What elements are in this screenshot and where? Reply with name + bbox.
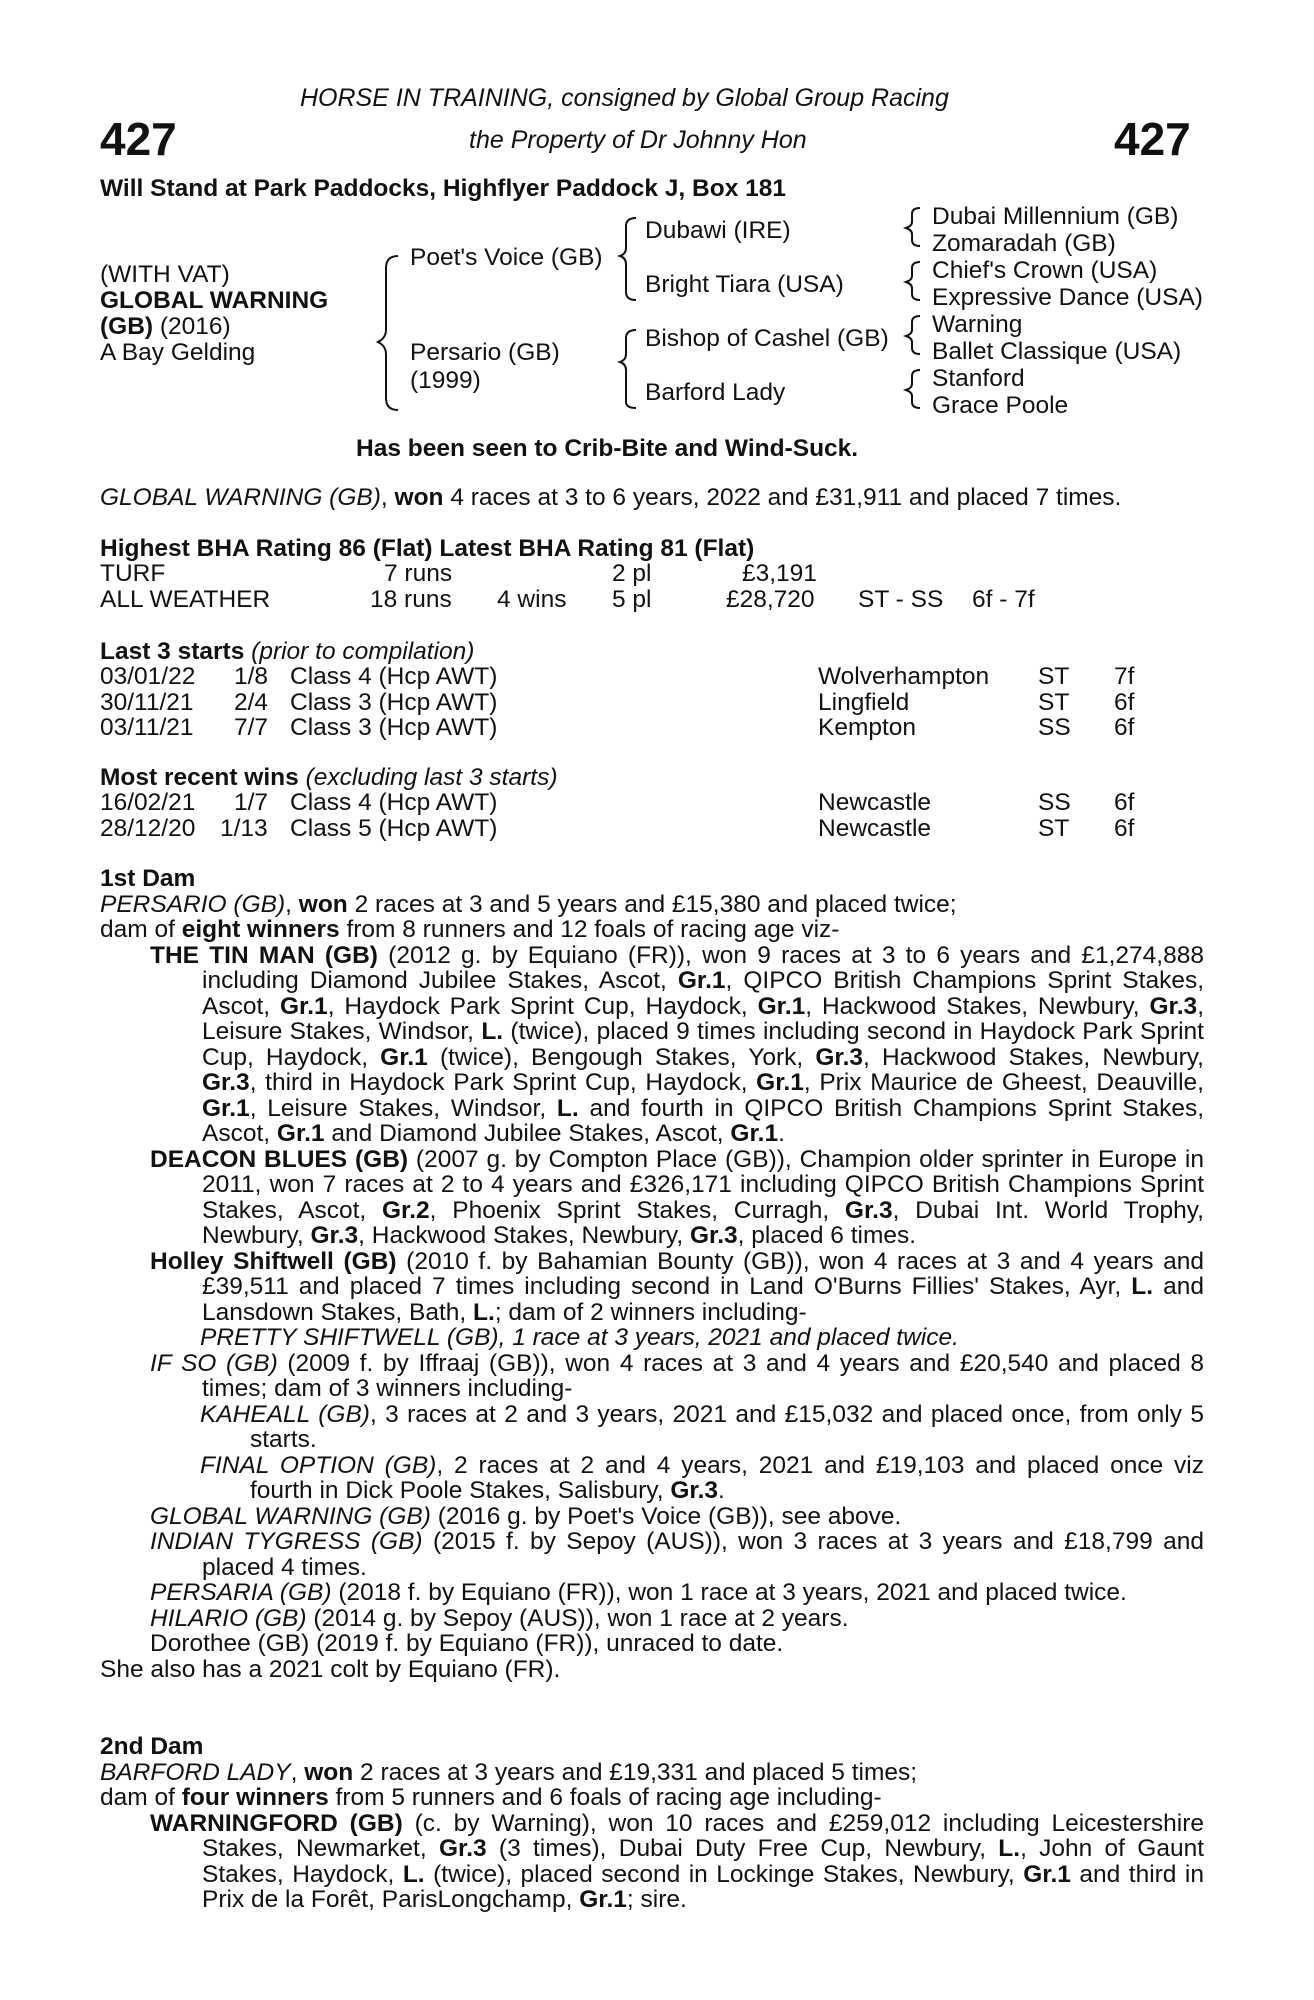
produce-if-so: [100, 1351, 1204, 1402]
recent-wins-heading: [100, 765, 557, 791]
form-course: Wolverhampton: [818, 663, 990, 690]
second-dam-record: 2 races at 3 years and £19,331 and placed 5 times;: [353, 1758, 918, 1786]
second-dam-won: won: [304, 1758, 354, 1786]
aw-surfaces: ST - SS: [858, 586, 944, 613]
form-race-class: Class 4 (Hcp AWT): [290, 789, 498, 816]
if-so-name: IF SO (GB): [150, 1349, 278, 1377]
form-date: 16/02/21: [100, 789, 196, 816]
form-course: Newcastle: [818, 789, 932, 816]
if-so-record: (2009 f. by Iffraaj (GB)), won 4 races at 3 and 4 years and £20,540 and placed 8 times; dam of 3 winners including-: [202, 1349, 1205, 1402]
form-course: Newcastle: [818, 814, 932, 842]
race-grade: L.: [556, 1094, 579, 1122]
recent-wins-title: Most recent wins: [100, 764, 299, 791]
form-row: [0, 690, 1314, 716]
last-3-title: Last 3 starts: [100, 638, 245, 665]
race-grade: Gr.1: [757, 992, 806, 1020]
race-grade: Gr.3: [202, 1069, 250, 1096]
aw-distances: 6f - 7f: [972, 586, 1035, 613]
form-date: 03/01/22: [100, 663, 196, 690]
property-line: the Property of Dr Johnny Hon: [469, 126, 807, 154]
pedigree-dam-dam: Barford Lady: [645, 379, 786, 406]
winners-count: four winners: [181, 1784, 329, 1811]
form-position: 1/13: [220, 814, 268, 842]
second-dam-produce-summary: [100, 1785, 1204, 1811]
form-date: 03/11/21: [100, 714, 194, 741]
race-grade: L.: [473, 1298, 495, 1326]
aw-earnings: £28,720: [726, 586, 815, 613]
form-position: 2/4: [234, 688, 269, 716]
winners-count: eight winners: [181, 916, 340, 943]
pedigree-gen3-1: Dubai Millennium (GB): [932, 203, 1179, 230]
race-summary: GLOBAL WARNING (GB), won 4 races at 3 to 6 years, 2022 and £31,911 and placed 7 times.: [100, 484, 1122, 511]
turf-places: 2 pl: [612, 560, 652, 587]
second-dam-name: BARFORD LADY: [100, 1758, 291, 1786]
lot-number-left: 427: [100, 113, 177, 165]
race-grade: Gr.2: [381, 1196, 430, 1224]
also-has-colt: She also has a 2021 colt by Equiano (FR).: [100, 1655, 561, 1683]
form-surface: SS: [1038, 714, 1071, 741]
form-distance: 6f: [1114, 688, 1135, 716]
turf-label: TURF: [100, 560, 166, 587]
pedigree-sire-dam: Bright Tiara (USA): [645, 271, 844, 298]
race-grade: Gr.1: [1023, 1860, 1071, 1888]
race-grade: L.: [1131, 1273, 1154, 1300]
warningford-record: (c. by Warning), won 10 races and £259,012 including Leicestershire Stakes, Newmarket, Gr.3 (3 times), Dubai Duty Free Cup, Newbury, L., John of Gaunt Stakes, Haydock, L. (twice), placed second in Lockinge Stakes, Newbury, Gr.1 and third in Prix de la Forêt, ParisLongchamp, Gr.1; sire.: [202, 1809, 1205, 1913]
first-dam-section: [100, 866, 1204, 1682]
first-dam-title: 1st Dam: [100, 865, 196, 892]
produce-final-option: [100, 1453, 1204, 1504]
turf-earnings: £3,191: [742, 560, 817, 587]
race-grade: Gr.1: [756, 1069, 804, 1096]
race-grade: Gr.1: [280, 992, 328, 1020]
pedigree-gen3-4: Expressive Dance (USA): [932, 284, 1203, 311]
persaria-name: PERSARIA (GB): [150, 1579, 332, 1606]
final-option-record: , 2 races at 2 and 4 years, 2021 and £19,103 and placed once viz fourth in Dick Poole Stakes, Salisbury, Gr.3.: [250, 1451, 1204, 1504]
pedigree-gen3-3: Chief's Crown (USA): [932, 257, 1158, 284]
produce-persaria: [100, 1580, 1204, 1606]
pedigree-dam-year: (1999): [410, 367, 481, 394]
pretty-shiftwell-name: PRETTY SHIFTWELL (GB): [200, 1324, 499, 1351]
vat-label: (WITH VAT): [100, 261, 230, 288]
aw-label: ALL WEATHER: [100, 586, 271, 613]
race-grade: Gr.3: [844, 1196, 893, 1224]
first-dam-intro: PERSARIO (GB), won 2 races at 3 and 5 years and £15,380 and placed twice;: [100, 890, 957, 918]
produce-the-tin-man: [100, 943, 1204, 1147]
form-race-class: Class 4 (Hcp AWT): [290, 663, 498, 690]
race-grade: L.: [481, 1018, 504, 1045]
the-tin-man-name: THE TIN MAN (GB): [150, 941, 378, 969]
summary-rest: 4 races at 3 to 6 years, 2022 and £31,911 and placed 7 times.: [443, 484, 1122, 511]
race-grade: Gr.3: [310, 1222, 359, 1249]
the-tin-man-record: (2012 g. by Equiano (FR)), won 9 races at 3 to 6 years and £1,274,888 including Diamond Jubilee Stakes, Ascot, Gr.1, QIPCO British Champions Sprint Stakes, Ascot, Gr.1, Haydock Park Sprint Cup, Haydock, Gr.1, Hackwood Stakes, Newbury, Gr.3, Leisure Stakes, Windsor, L. (twice), placed 9 times including second in Haydock Park Sprint Cup, Haydock, Gr.1 (twice), Bengough Stakes, York, Gr.3, Hackwood Stakes, Newbury, Gr.3, third in Haydock Park Sprint Cup, Haydock, Gr.1, Prix Maurice de Gheest, Deauville, Gr.1, Leisure Stakes, Windsor, L. and fourth in QIPCO British Champions Sprint Stakes, Ascot, Gr.1 and Diamond Jubilee Stakes, Ascot, Gr.1.: [202, 941, 1204, 1147]
turf-record-row: [0, 561, 1314, 587]
race-grade: Gr.1: [202, 1094, 250, 1122]
second-dam-intro: BARFORD LADY, won 2 races at 3 years and £19,331 and placed 5 times;: [100, 1758, 918, 1786]
form-row: [0, 715, 1314, 741]
indian-tygress-name: INDIAN TYGRESS (GB): [150, 1528, 423, 1555]
form-race-class: Class 5 (Hcp AWT): [290, 814, 498, 842]
produce-warningford: [100, 1811, 1204, 1913]
horse-foaling-year: (2016): [153, 313, 231, 340]
first-dam-produce-summary: [100, 917, 1204, 943]
hilario-record: (2014 g. by Sepoy (AUS)), won 1 race at 2 years.: [306, 1604, 849, 1632]
race-grade: Gr.3: [689, 1222, 738, 1249]
produce-hilario: [100, 1606, 1204, 1632]
pedigree-gen3-5: Warning: [932, 311, 1023, 338]
summary-won: won: [394, 484, 444, 511]
horse-name: GLOBAL WARNING: [100, 287, 329, 314]
form-date: 30/11/21: [100, 688, 194, 716]
form-surface: ST: [1038, 688, 1070, 716]
race-grade: Gr.1: [579, 1886, 627, 1913]
form-position: 7/7: [234, 714, 269, 741]
form-date: 28/12/20: [100, 814, 196, 842]
form-row: [0, 664, 1314, 690]
first-dam-won: won: [298, 890, 348, 918]
race-grade: Gr.3: [815, 1043, 864, 1071]
runners-foals: from 8 runners and 12 foals of racing age viz-: [339, 916, 840, 943]
pedigree-sire-sire: Dubawi (IRE): [645, 217, 791, 244]
form-position: 1/7: [234, 789, 269, 816]
runners-foals: from 5 runners and 6 foals of racing age including-: [328, 1784, 882, 1811]
race-grade: Gr.3: [1149, 992, 1198, 1020]
form-distance: 7f: [1114, 663, 1135, 690]
deacon-blues-name: DEACON BLUES (GB): [150, 1145, 409, 1173]
all-weather-record-row: [0, 587, 1314, 613]
global-warning-name: GLOBAL WARNING (GB): [150, 1502, 431, 1530]
last-3-starts-heading: [100, 639, 474, 665]
kaheall-record: , 3 races at 2 and 3 years, 2021 and £15,032 and placed once, from only 5 starts.: [250, 1400, 1204, 1453]
kaheall-name: KAHEALL (GB): [200, 1400, 370, 1428]
pedigree-dam-sire: Bishop of Cashel (GB): [645, 325, 889, 352]
holley-shiftwell-record: (2010 f. by Bahamian Bounty (GB)), won 4 races at 3 and 4 years and £39,511 and placed 7 times including second in Land O'Burns Fillies' Stakes, Ayr, L. and Lansdown Stakes, Bath, L.; dam of 2 winners including-: [202, 1247, 1204, 1326]
horse-description: A Bay Gelding: [100, 339, 256, 366]
second-dam-section: [100, 1734, 1204, 1913]
first-dam-name: PERSARIO (GB): [100, 890, 286, 918]
recent-wins-note: (excluding last 3 starts): [298, 764, 558, 791]
first-dam-record: 2 races at 3 and 5 years and £15,380 and placed twice;: [347, 890, 957, 918]
aw-runs: 18 runs: [370, 586, 452, 613]
race-grade: Gr.1: [276, 1120, 325, 1147]
race-grade: Gr.1: [730, 1120, 779, 1147]
pedigree-gen3-6: Ballet Classique (USA): [932, 338, 1182, 365]
indian-tygress-record: (2015 f. by Sepoy (AUS)), won 3 races at 3 years and £18,799 and placed 4 times.: [202, 1528, 1205, 1581]
second-dam-title: 2nd Dam: [100, 1733, 204, 1760]
produce-indian-tygress: [100, 1529, 1204, 1580]
stand-location: Will Stand at Park Paddocks, Highflyer Paddock J, Box 181: [100, 175, 786, 202]
lot-number-right: 427: [1114, 113, 1191, 165]
dam-of-prefix: dam of: [100, 1784, 182, 1811]
produce-global-warning: [100, 1504, 1204, 1530]
race-grade: Gr.3: [438, 1835, 487, 1862]
form-position: 1/8: [234, 663, 269, 690]
race-grade: L.: [998, 1835, 1021, 1862]
aw-wins: 4 wins: [497, 586, 567, 613]
race-grade: Gr.1: [677, 967, 726, 994]
form-surface: SS: [1038, 789, 1071, 816]
horse-country: (GB): [100, 313, 154, 340]
form-course: Lingfield: [818, 688, 910, 716]
hilario-name: HILARIO (GB): [150, 1604, 307, 1632]
form-row: [0, 816, 1314, 842]
consignor-line: HORSE IN TRAINING, consigned by Global Group Racing: [300, 84, 949, 112]
produce-pretty-shiftwell: [100, 1325, 1204, 1351]
aw-places: 5 pl: [612, 586, 652, 613]
persaria-record: (2018 f. by Equiano (FR)), won 1 race at 3 years, 2021 and placed twice.: [331, 1579, 1127, 1606]
holley-shiftwell-name: Holley Shiftwell (GB): [150, 1247, 397, 1275]
vices-notice: Has been seen to Crib-Bite and Wind-Suck.: [356, 435, 859, 462]
final-option-name: FINAL OPTION (GB): [200, 1451, 437, 1479]
form-race-class: Class 3 (Hcp AWT): [290, 714, 498, 741]
race-grade: Gr.1: [380, 1043, 428, 1071]
pedigree-gen3-2: Zomaradah (GB): [932, 230, 1116, 257]
form-distance: 6f: [1114, 714, 1135, 741]
pretty-shiftwell-record: , 1 race at 3 years, 2021 and placed twice.: [498, 1324, 959, 1351]
global-warning-record: (2016 g. by Poet's Voice (GB)), see above.: [430, 1502, 902, 1530]
form-course: Kempton: [818, 714, 917, 741]
bha-ratings-title: Highest BHA Rating 86 (Flat) Latest BHA Rating 81 (Flat): [100, 535, 755, 562]
produce-holley-shiftwell: [100, 1249, 1204, 1326]
form-distance: 6f: [1114, 789, 1135, 816]
produce-deacon-blues: [100, 1147, 1204, 1249]
produce-kaheall: [100, 1402, 1204, 1453]
turf-runs: 7 runs: [384, 560, 453, 587]
summary-horse-name: GLOBAL WARNING (GB): [100, 484, 381, 511]
pedigree-sire: Poet's Voice (GB): [410, 244, 603, 271]
warningford-name: WARNINGFORD (GB): [150, 1809, 403, 1837]
deacon-blues-record: (2007 g. by Compton Place (GB)), Champion older sprinter in Europe in 2011, won 7 races at 2 to 4 years and £326,171 including QIPCO British Champions Sprint Stakes, Ascot, Gr.2, Phoenix Sprint Stakes, Curragh, Gr.3, Dubai Int. World Trophy, Newbury, Gr.3, Hackwood Stakes, Newbury, Gr.3, placed 6 times.: [202, 1145, 1204, 1249]
form-surface: ST: [1038, 663, 1070, 690]
pedigree-gen3-8: Grace Poole: [932, 392, 1069, 419]
race-grade: L.: [402, 1860, 425, 1888]
pedigree-dam: Persario (GB): [410, 339, 560, 366]
form-distance: 6f: [1114, 814, 1135, 842]
form-surface: ST: [1038, 814, 1070, 842]
last-3-note: (prior to compilation): [244, 638, 475, 665]
pedigree-gen3-7: Stanford: [932, 365, 1025, 392]
form-race-class: Class 3 (Hcp AWT): [290, 688, 498, 716]
race-grade: Gr.3: [670, 1477, 719, 1504]
form-row: [0, 790, 1314, 816]
produce-dorothee: Dorothee (GB) (2019 f. by Equiano (FR)), unraced to date.: [150, 1630, 784, 1657]
dam-of-prefix: dam of: [100, 916, 182, 943]
